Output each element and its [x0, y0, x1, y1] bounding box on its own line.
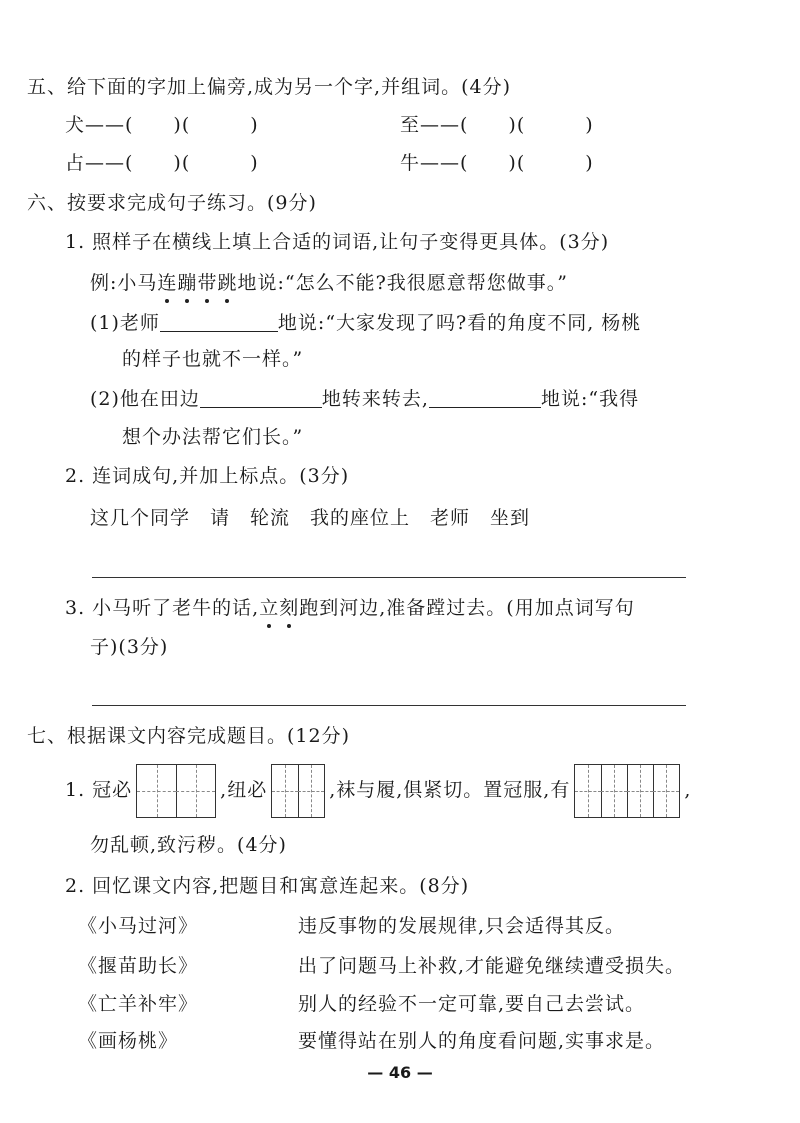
q6-3-suffix: 跑到河边,准备蹚过去。(用加点词写句	[299, 597, 635, 619]
dotted-char: 蹦	[177, 272, 198, 294]
dotted-char: 刻	[279, 597, 300, 619]
q6-1-sentence-1-cont: 的样子也就不一样。”	[122, 348, 304, 370]
story-title[interactable]: 《小马过河》	[78, 915, 199, 937]
q6-1-sentence-2-cont: 想个办法帮它们长。”	[122, 426, 304, 448]
q7-1-part2: ,纽必	[220, 779, 268, 801]
fill-blank[interactable]	[160, 311, 278, 332]
q6-1-title: 1. 照样子在横线上填上合适的词语,让句子变得更具体。(3分)	[65, 231, 610, 253]
answer-line[interactable]	[92, 705, 686, 706]
q7-1-part3: ,袜与履,俱紧切。置冠服,有	[329, 779, 571, 801]
char-grid-2[interactable]	[271, 764, 325, 818]
answer-line[interactable]	[92, 577, 686, 578]
story-title[interactable]: 《亡羊补牢》	[78, 993, 199, 1015]
example-prefix: 例:小马	[90, 272, 158, 294]
q6-1-example	[90, 270, 568, 296]
fill-blank[interactable]	[429, 387, 541, 408]
q7-1-line1	[65, 763, 691, 818]
q5-row1-left: 犬——( )( )	[65, 114, 259, 136]
story-meaning[interactable]: 要懂得站在别人的角度看问题,实事求是。	[298, 1030, 666, 1052]
q7-1-part4: ,	[684, 779, 692, 801]
section-6-title: 六、按要求完成句子练习。(9分)	[27, 192, 317, 214]
q6-3-line1	[65, 595, 635, 621]
story-title[interactable]: 《画杨桃》	[78, 1030, 179, 1052]
q5-row2-left: 占——( )( )	[65, 152, 259, 174]
dotted-char: 立	[259, 597, 280, 619]
s2-mid: 地转来转去,	[321, 388, 429, 410]
dotted-char: 连	[157, 272, 178, 294]
section-5-title: 五、给下面的字加上偏旁,成为另一个字,并组词。(4分)	[27, 76, 511, 98]
s1-suffix: 地说:“大家发现了吗?看的角度不同, 杨桃	[277, 312, 642, 334]
q6-1-sentence-1	[90, 310, 641, 336]
q6-3-prefix: 3. 小马听了老牛的话,	[65, 597, 260, 619]
page-number: — 46 —	[367, 1063, 433, 1082]
s2-suffix: 地说:“我得	[540, 388, 640, 410]
q6-3-line2: 子)(3分)	[90, 636, 169, 658]
char-grid-2[interactable]	[136, 764, 216, 818]
q7-2-title: 2. 回忆课文内容,把题目和寓意连起来。(8分)	[65, 875, 470, 897]
q6-2-words: 这几个同学 请 轮流 我的座位上 老师 坐到	[90, 507, 531, 529]
q7-1-part1: 1. 冠必	[65, 779, 133, 801]
q5-row2-right: 牛——( )( )	[400, 152, 594, 174]
q6-1-sentence-2	[90, 386, 639, 412]
example-suffix: 地说:“怎么不能?我很愿意帮您做事。”	[237, 272, 568, 294]
story-meaning[interactable]: 违反事物的发展规律,只会适得其反。	[298, 915, 626, 937]
section-7-title: 七、根据课文内容完成题目。(12分)	[27, 725, 351, 747]
s1-prefix: (1)老师	[90, 312, 160, 334]
story-meaning[interactable]: 出了问题马上补救,才能避免继续遭受损失。	[298, 955, 686, 977]
s2-prefix: (2)他在田边	[90, 388, 200, 410]
dotted-char: 跳	[217, 272, 238, 294]
story-meaning[interactable]: 别人的经验不一定可靠,要自己去尝试。	[298, 993, 646, 1015]
fill-blank[interactable]	[200, 387, 322, 408]
q5-row1-right: 至——( )( )	[400, 114, 594, 136]
dotted-char: 带	[197, 272, 218, 294]
q7-1-line2: 勿乱顿,致污秽。(4分)	[90, 834, 287, 856]
q6-2-title: 2. 连词成句,并加上标点。(3分)	[65, 465, 350, 487]
story-title[interactable]: 《揠苗助长》	[78, 955, 199, 977]
char-grid-4[interactable]	[574, 764, 680, 818]
